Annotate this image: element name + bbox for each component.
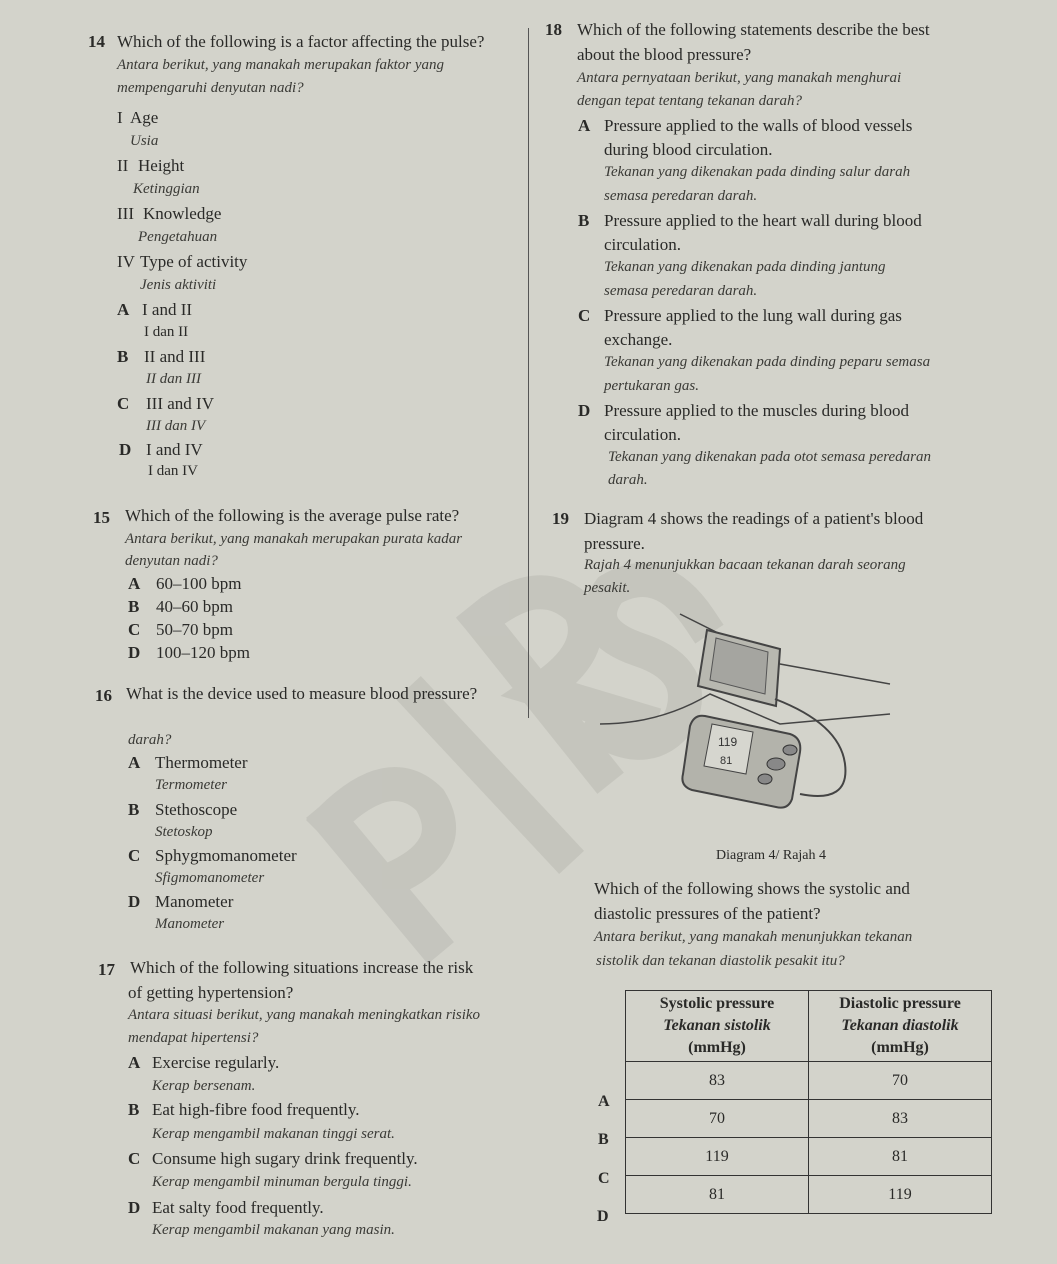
option-letter[interactable]: D xyxy=(578,401,591,420)
q14-text: Which of the following is a factor affecting the pulse? xyxy=(117,32,485,51)
q19-number: 19 xyxy=(552,509,569,528)
option-letter[interactable]: A xyxy=(128,574,141,593)
option-text[interactable]: Pressure applied to the muscles during blood xyxy=(604,401,910,420)
option-text[interactable]: Pressure applied to the lung wall during gas xyxy=(604,306,902,325)
q15-number: 15 xyxy=(93,508,110,527)
table-row[interactable] xyxy=(626,1138,992,1176)
option-text-ms: Tekanan yang dikenakan pada dinding salur darah xyxy=(604,164,911,180)
diastolic-value: 83 xyxy=(809,1100,992,1138)
header-en: Systolic pressure xyxy=(659,995,775,1012)
option-text[interactable]: Eat high-fibre food frequently. xyxy=(152,1100,360,1119)
option-text[interactable]: Sphygmomanometer xyxy=(155,846,297,865)
q17-text: Which of the following situations increase the risk xyxy=(130,958,474,977)
option-text[interactable]: Eat salty food frequently. xyxy=(152,1198,324,1217)
q17-text: of getting hypertension? xyxy=(128,983,294,1002)
option-text[interactable]: Pressure applied to the walls of blood vessels xyxy=(604,116,913,135)
q17-text-ms: mendapat hipertensi? xyxy=(128,1030,259,1046)
option-text-ms: I dan IV xyxy=(148,463,198,479)
table-row[interactable] xyxy=(626,1062,992,1100)
option-text-ms: Stetoskop xyxy=(155,824,213,840)
option-letter[interactable]: B xyxy=(598,1131,609,1148)
header-diastolic xyxy=(809,991,992,1062)
diastolic-value: 70 xyxy=(809,1062,992,1100)
option-letter[interactable]: D xyxy=(128,643,141,662)
option-letter[interactable]: D xyxy=(597,1208,609,1225)
item-numeral: III xyxy=(117,204,134,223)
option-text[interactable]: 100–120 bpm xyxy=(156,643,250,662)
item-text: Type of activity xyxy=(140,252,248,271)
option-text-ms: semasa peredaran darah. xyxy=(604,188,758,204)
q17-number: 17 xyxy=(98,960,115,979)
option-text-ms: Manometer xyxy=(155,916,225,932)
option-text-ms: I dan II xyxy=(144,324,189,340)
option-text-ms: semasa peredaran darah. xyxy=(604,283,758,299)
option-text[interactable]: during blood circulation. xyxy=(604,140,773,159)
item-numeral: II xyxy=(117,156,129,175)
option-letter[interactable]: D xyxy=(119,440,132,459)
q19-question: Which of the following shows the systolic and xyxy=(594,879,910,898)
option-text[interactable]: circulation. xyxy=(604,425,681,444)
diagram-caption: Diagram 4/ Rajah 4 xyxy=(716,848,827,863)
option-text-ms: Tekanan yang dikenakan pada dinding peparu semasa xyxy=(604,354,931,370)
option-letter[interactable]: C xyxy=(128,620,141,639)
q18-text: Which of the following statements describe the best xyxy=(577,20,930,39)
option-text-ms: pertukaran gas. xyxy=(604,378,699,394)
option-letter[interactable]: C xyxy=(598,1170,610,1187)
option-letter[interactable]: A xyxy=(128,753,141,772)
q18-text-ms: Antara pernyataan berikut, yang manakah menghurai xyxy=(577,70,902,86)
power-button xyxy=(767,758,785,770)
option-letter[interactable]: B xyxy=(578,211,590,230)
monitor-unit xyxy=(682,716,800,808)
table-row[interactable] xyxy=(626,1176,992,1214)
watermark-letter-p xyxy=(330,784,439,940)
q19-question-ms: Antara berikut, yang manakah menunjukkan tekanan xyxy=(594,929,913,945)
q18-text-ms: dengan tepat tentang tekanan darah? xyxy=(577,93,802,109)
option-text[interactable]: circulation. xyxy=(604,235,681,254)
option-text[interactable]: Pressure applied to the heart wall during blood xyxy=(604,211,922,230)
option-text[interactable]: 60–100 bpm xyxy=(156,574,242,593)
header-ms: Tekanan diastolik xyxy=(841,1017,959,1034)
item-text: Knowledge xyxy=(143,204,222,223)
set-button xyxy=(758,774,772,784)
item-numeral: I xyxy=(117,108,123,127)
q19-question: diastolic pressures of the patient? xyxy=(594,904,821,923)
option-text-ms: Kerap mengambil makanan tinggi serat. xyxy=(152,1126,395,1142)
watermark-letter-i xyxy=(420,700,560,850)
q15-text-ms: denyutan nadi? xyxy=(125,553,218,569)
option-text[interactable]: Manometer xyxy=(155,892,234,911)
q14-number: 14 xyxy=(88,32,105,51)
item-text: Age xyxy=(130,108,159,127)
item-text-ms: Usia xyxy=(130,133,159,149)
item-text-ms: Ketinggian xyxy=(133,181,200,197)
systolic-value: 119 xyxy=(626,1138,809,1176)
option-letter[interactable]: C xyxy=(578,306,591,325)
answer-table xyxy=(625,990,992,1214)
option-text[interactable]: III and IV xyxy=(146,394,214,413)
q18-text: about the blood pressure? xyxy=(577,45,752,64)
header-unit: (mmHg) xyxy=(688,1039,746,1056)
header-en: Diastolic pressure xyxy=(839,995,961,1012)
option-text[interactable]: 50–70 bpm xyxy=(156,620,233,639)
option-text-ms: darah. xyxy=(608,472,648,488)
header-ms: Tekanan sistolik xyxy=(663,1017,771,1034)
option-text-ms: Kerap bersenam. xyxy=(152,1078,256,1094)
item-numeral: IV xyxy=(117,252,135,271)
option-letter[interactable]: D xyxy=(128,1198,141,1217)
q19-text-ms: Rajah 4 menunjukkan bacaan tekanan darah seorang xyxy=(584,557,906,573)
option-letter[interactable]: B xyxy=(128,800,140,819)
option-letter[interactable]: B xyxy=(117,347,129,366)
option-letter[interactable]: B xyxy=(128,1100,140,1119)
option-text[interactable]: exchange. xyxy=(604,330,673,349)
option-letter[interactable]: A xyxy=(128,1053,141,1072)
option-text-ms: Kerap mengambil minuman bergula tinggi. xyxy=(152,1174,412,1190)
option-text[interactable]: 40–60 bpm xyxy=(156,597,233,616)
option-text-ms: III dan IV xyxy=(146,418,206,434)
q16-text: What is the device used to measure blood pressure? xyxy=(126,684,478,703)
diastolic-value: 81 xyxy=(809,1138,992,1176)
q18-number: 18 xyxy=(545,20,562,39)
memory-button xyxy=(783,745,797,755)
q17-text-ms: Antara situasi berikut, yang manakah meningkatkan risiko xyxy=(128,1007,481,1023)
option-text[interactable]: Stethoscope xyxy=(155,800,238,819)
option-text-ms: Termometer xyxy=(155,777,227,793)
q19-question-ms: sistolik dan tekanan diastolik pesakit itu? xyxy=(596,953,845,969)
header-systolic xyxy=(626,991,809,1062)
q15-text-ms: Antara berikut, yang manakah merupakan purata kadar xyxy=(125,531,463,547)
column-divider xyxy=(528,28,529,718)
q14-text-ms: Antara berikut, yang manakah merupakan faktor yang xyxy=(117,57,445,73)
item-text-ms: Pengetahuan xyxy=(138,229,218,245)
item-text-ms: Jenis aktiviti xyxy=(140,277,217,293)
option-letter[interactable]: A xyxy=(117,300,130,319)
q19-text-ms: pesakit. xyxy=(584,580,631,596)
option-text-ms: Tekanan yang dikenakan pada otot semasa peredaran xyxy=(608,449,932,465)
item-text: Height xyxy=(138,156,185,175)
q19-text: Diagram 4 shows the readings of a patient's blood xyxy=(584,509,924,528)
option-text[interactable]: Consume high sugary drink frequently. xyxy=(152,1149,418,1168)
q15-text: Which of the following is the average pulse rate? xyxy=(125,506,460,525)
q14-text-ms: mempengaruhi denyutan nadi? xyxy=(117,80,304,96)
table-row[interactable] xyxy=(626,1100,992,1138)
option-letter[interactable]: C xyxy=(128,1149,141,1168)
option-letter[interactable]: B xyxy=(128,597,140,616)
systolic-value: 70 xyxy=(626,1100,809,1138)
option-text[interactable]: I and IV xyxy=(146,440,203,459)
option-letter[interactable]: D xyxy=(128,892,141,911)
option-text[interactable]: Exercise regularly. xyxy=(152,1053,280,1072)
option-letter[interactable]: C xyxy=(128,846,141,865)
diastolic-reading: 81 xyxy=(720,755,733,767)
option-text-ms: Kerap mengambil makanan yang masin. xyxy=(152,1222,395,1238)
option-letter[interactable]: A xyxy=(598,1093,610,1110)
blood-pressure-monitor-diagram xyxy=(580,604,900,834)
option-text-ms: Tekanan yang dikenakan pada dinding jantung xyxy=(604,259,886,275)
table-header-row xyxy=(626,991,992,1062)
header-unit: (mmHg) xyxy=(871,1039,929,1056)
option-text-ms: II dan III xyxy=(146,371,201,387)
option-text[interactable]: II and III xyxy=(144,347,206,366)
option-letter[interactable]: A xyxy=(578,116,591,135)
q16-text-ms: darah? xyxy=(128,732,172,748)
option-letter[interactable]: C xyxy=(117,394,130,413)
systolic-reading: 119 xyxy=(718,735,738,749)
q16-number: 16 xyxy=(95,686,112,705)
diastolic-value: 119 xyxy=(809,1176,992,1214)
option-text[interactable]: I and II xyxy=(142,300,193,319)
option-text-ms: Sfigmomanometer xyxy=(155,870,265,886)
q19-text: pressure. xyxy=(584,534,645,553)
systolic-value: 83 xyxy=(626,1062,809,1100)
option-text[interactable]: Thermometer xyxy=(155,753,248,772)
systolic-value: 81 xyxy=(626,1176,809,1214)
